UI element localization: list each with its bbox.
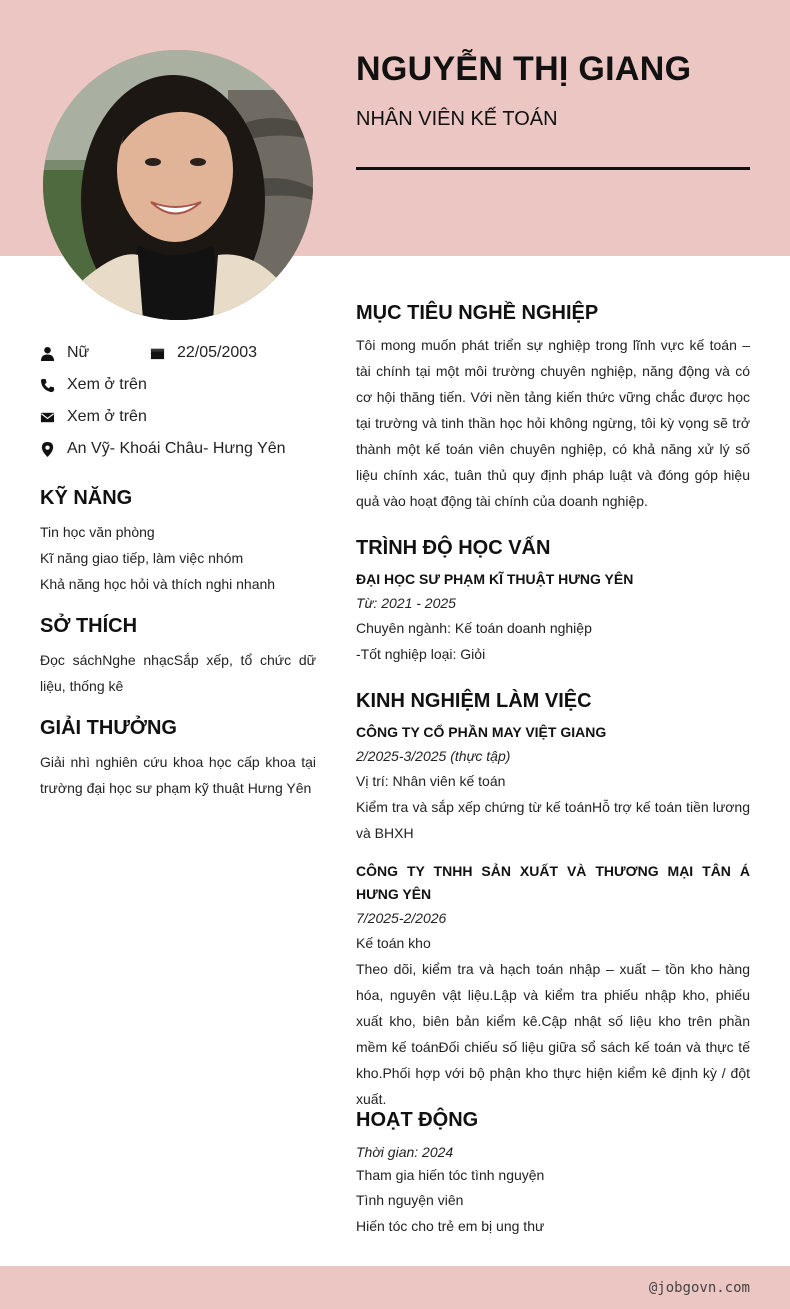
candidate-name: NGUYỄN THỊ GIANG [356,50,692,88]
address-row [40,439,286,459]
education-period: Từ: 2021 - 2025 [356,595,456,611]
job-details: Theo dõi, kiểm tra và hạch toán nhập – xuất – tồn kho hàng hóa, nguyên vật liệu.Lập và kiểm tra phiếu nhập kho, phiếu xuất kho, biên bản kiểm kê.Cập nhật số liệu kho trên phần mềm kế toánĐối chiếu số liệu giữa sổ sách kế toán và thực tế kho.Phối hợp với bộ phận kho thực hiện kiểm kê định kỳ / đột xuất. [356,961,750,1107]
calendar-icon [150,346,165,361]
education-grade: -Tốt nghiệp loại: Giỏi [356,646,486,662]
awards-heading: GIẢI THƯỞNG [40,717,177,739]
person-icon [40,346,55,361]
address-value: An Vỹ- Khoái Châu- Hưng Yên [67,440,286,457]
birthday-row [150,343,257,363]
job-role: Kế toán kho [356,935,431,951]
header-divider [356,167,750,170]
job-period: 2/2025-3/2025 (thực tập) [356,748,511,764]
gender-row [40,343,89,363]
activities-heading: HOẠT ĐỘNG [356,1109,479,1131]
school-name: ĐẠI HỌC SƯ PHẠM KĨ THUẬT HƯNG YÊN [356,571,634,587]
activity-item: Tham gia hiến tóc tình nguyện [356,1167,545,1183]
phone-icon [40,378,55,393]
skill-item: Kĩ năng giao tiếp, làm việc nhóm [40,550,244,566]
phone-row [40,375,147,395]
awards-text: Giải nhì nghiên cứu khoa học cấp khoa tại trường đại học sư phạm kỹ thuật Hưng Yên [40,754,316,796]
avatar [43,50,313,320]
footer-brand: @jobgovn.com [648,1280,750,1296]
education-major: Chuyên ngành: Kế toán doanh nghiệp [356,620,592,636]
email-row [40,407,147,427]
location-pin-icon [40,442,55,457]
activities-period: Thời gian: 2024 [356,1144,454,1160]
activity-item: Hiến tóc cho trẻ em bị ung thư [356,1218,545,1234]
objective-text: Tôi mong muốn phát triển sự nghiệp trong lĩnh vực kế toán – tài chính tại một môi trường chuyên nghiệp, năng động và có cơ hội thăng tiến. Với nền tảng kiến thức vững chắc được học tại trường và tinh thần học hỏi không ngừng, tôi kỳ vọng sẽ trở thành một kế toán viên chuyên nghiệp, có khả năng xử lý số liệu chính xác, tuân thủ quy định pháp luật và đóng góp hiệu quả vào hoạt động tài chính của doanh nghiệp. [356,337,750,509]
email-value: Xem ở trên [67,408,147,425]
skill-item: Khả năng học hỏi và thích nghi nhanh [40,576,276,592]
job-details: Kiểm tra và sắp xếp chứng từ kế toánHỗ trợ kế toán tiền lương và BHXH [356,799,750,841]
gender-value: Nữ [67,344,90,361]
job-company: CÔNG TY TNHH SẢN XUẤT VÀ THƯƠNG MẠI TÂN Á HƯNG YÊN [356,863,750,902]
envelope-icon [40,410,55,425]
job-period: 7/2025-2/2026 [356,910,447,926]
hobbies-heading: SỞ THÍCH [40,615,138,637]
profile-photo [43,50,313,320]
experience-heading: KINH NGHIỆM LÀM VIỆC [356,690,592,712]
job-role: Vị trí: Nhân viên kế toán [356,773,506,789]
job-company: CÔNG TY CỔ PHẦN MAY VIỆT GIANG [356,724,607,740]
hobbies-text: Đọc sáchNghe nhạcSắp xếp, tổ chức dữ liệu, thống kê [40,652,316,694]
education-heading: TRÌNH ĐỘ HỌC VẤN [356,537,551,559]
skills-heading: KỸ NĂNG [40,487,133,509]
activity-item: Tình nguyện viên [356,1192,464,1208]
objective-heading: MỤC TIÊU NGHỀ NGHIỆP [356,302,599,324]
job-title: NHÂN VIÊN KẾ TOÁN [356,108,558,130]
phone-value: Xem ở trên [67,376,147,393]
skill-item: Tin học văn phòng [40,524,155,540]
birthday-value: 22/05/2003 [177,344,258,361]
